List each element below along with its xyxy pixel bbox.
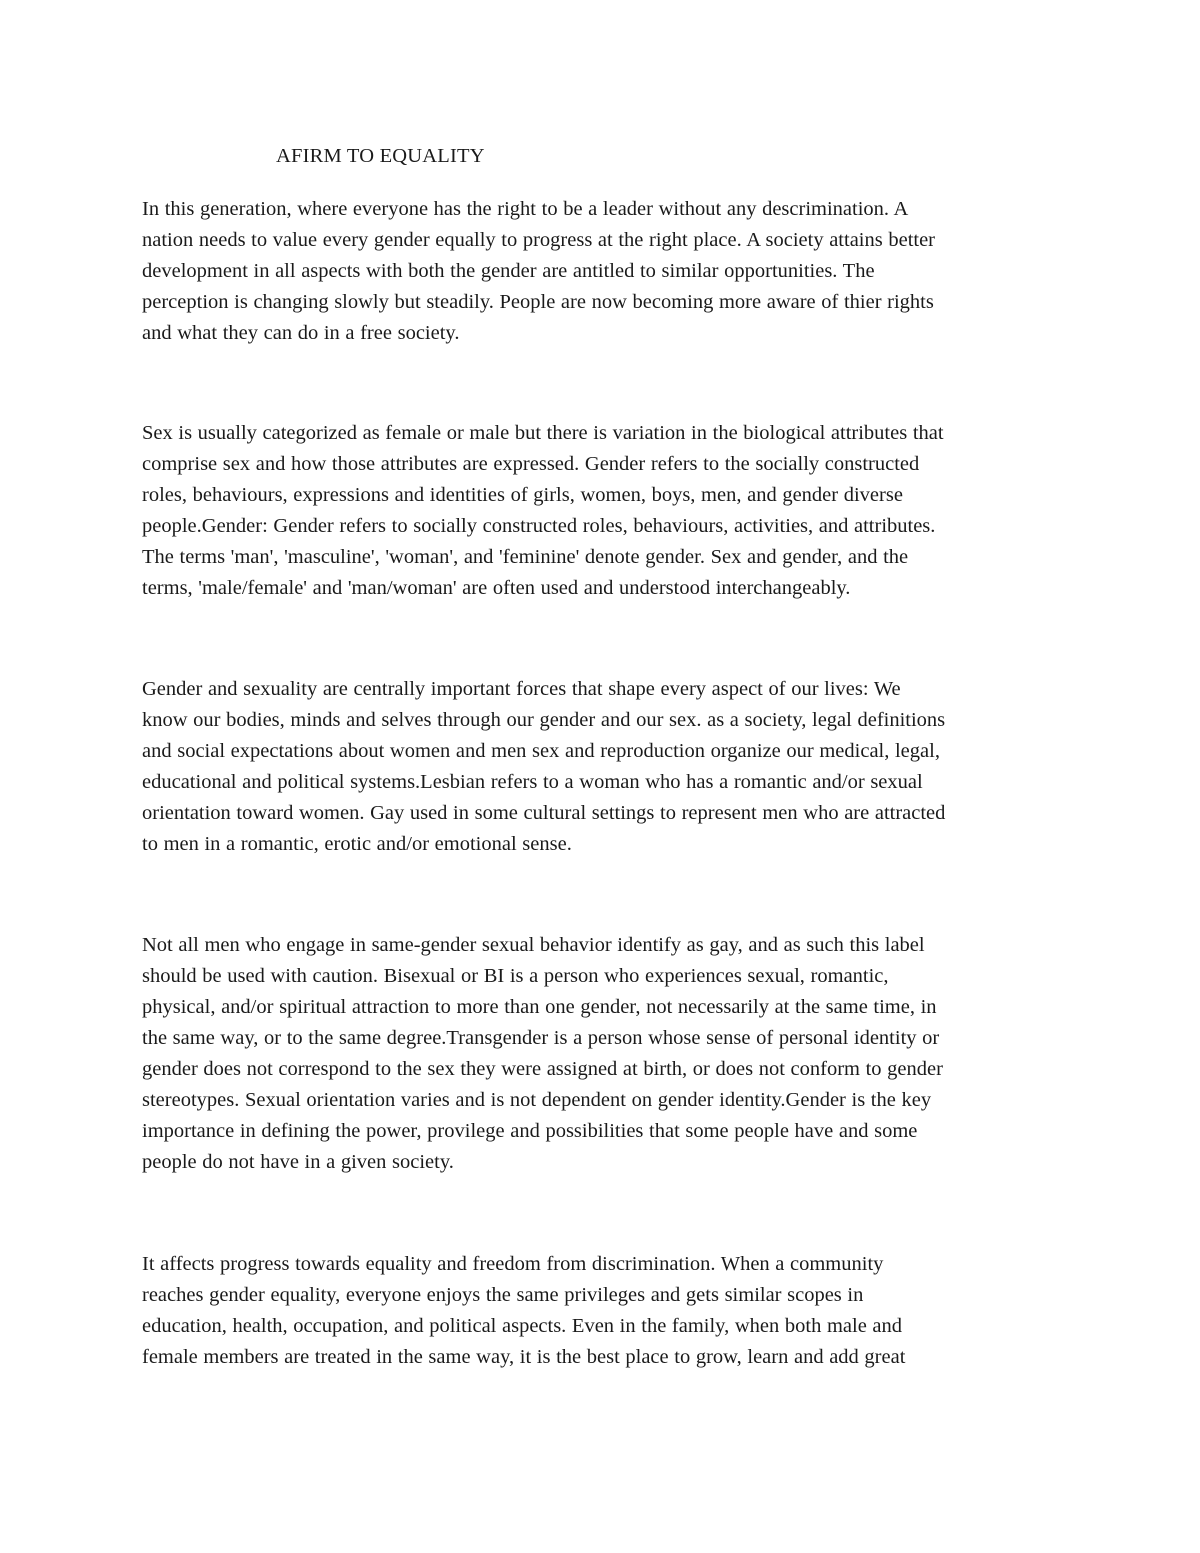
paragraph-line: nation needs to value every gender equally to progress at the right place. A society attains better: [142, 229, 936, 251]
paragraph-line: and what they can do in a free society.: [142, 322, 460, 344]
paragraph-line: people do not have in a given society.: [142, 1151, 454, 1173]
paragraph-line: orientation toward women. Gay used in some cultural settings to represent men who are attracted: [142, 802, 946, 824]
paragraph-line: Not all men who engage in same-gender sexual behavior identify as gay, and as such this label: [142, 934, 925, 956]
paragraph-line: Sex is usually categorized as female or male but there is variation in the biological attributes that: [142, 422, 944, 444]
paragraph-line: should be used with caution. Bisexual or BI is a person who experiences sexual, romantic,: [142, 965, 889, 987]
paragraph-line: and social expectations about women and men sex and reproduction organize our medical, legal,: [142, 740, 940, 762]
paragraph-line: development in all aspects with both the gender are antitled to similar opportunities. The: [142, 260, 875, 282]
paragraph-line: reaches gender equality, everyone enjoys the same privileges and gets similar scopes in: [142, 1284, 864, 1306]
paragraph-5: [142, 1249, 1062, 1373]
paragraph-line: the same way, or to the same degree.Transgender is a person whose sense of personal identity or: [142, 1027, 940, 1049]
paragraph-1: [142, 194, 1062, 349]
paragraph-3: [142, 674, 1062, 860]
paragraph-line: roles, behaviours, expressions and identities of girls, women, boys, men, and gender diverse: [142, 484, 903, 506]
paragraph-line: education, health, occupation, and political aspects. Even in the family, when both male and: [142, 1315, 903, 1337]
paragraph-line: Gender and sexuality are centrally important forces that shape every aspect of our lives: We: [142, 678, 901, 700]
paragraph-line: perception is changing slowly but steadily. People are now becoming more aware of thier rights: [142, 291, 934, 313]
paragraph-line: know our bodies, minds and selves through our gender and our sex. as a society, legal definitions: [142, 709, 946, 731]
paragraph-line: educational and political systems.Lesbian refers to a woman who has a romantic and/or sexual: [142, 771, 923, 793]
paragraph-line: It affects progress towards equality and freedom from discrimination. When a community: [142, 1253, 884, 1275]
paragraph-line: female members are treated in the same way, it is the best place to grow, learn and add great: [142, 1346, 906, 1368]
paragraph-line: physical, and/or spiritual attraction to more than one gender, not necessarily at the same time, in: [142, 996, 937, 1018]
paragraph-line: In this generation, where everyone has the right to be a leader without any descrimination. A: [142, 198, 909, 220]
paragraph-line: The terms 'man', 'masculine', 'woman', and 'feminine' denote gender. Sex and gender, and the: [142, 546, 909, 568]
paragraph-line: to men in a romantic, erotic and/or emotional sense.: [142, 833, 572, 855]
paragraph-line: terms, 'male/female' and 'man/woman' are often used and understood interchangeably.: [142, 577, 851, 599]
paragraph-line: people.Gender: Gender refers to socially constructed roles, behaviours, activities, and attributes.: [142, 515, 936, 537]
paragraph-2: [142, 418, 1062, 604]
paragraph-4: [142, 930, 1062, 1178]
paragraph-line: comprise sex and how those attributes are expressed. Gender refers to the socially constructed: [142, 453, 920, 475]
paragraph-line: stereotypes. Sexual orientation varies and is not dependent on gender identity.Gender is the key: [142, 1089, 932, 1111]
paragraph-line: importance in defining the power, provilege and possibilities that some people have and some: [142, 1120, 918, 1142]
document-title: AFIRM TO EQUALITY: [276, 145, 485, 167]
paragraph-line: gender does not correspond to the sex they were assigned at birth, or does not conform to gender: [142, 1058, 943, 1080]
